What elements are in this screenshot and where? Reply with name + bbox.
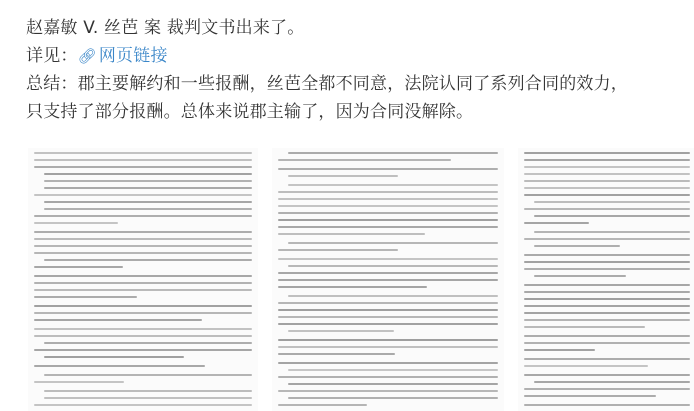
- document-text-line: [288, 152, 498, 154]
- document-text-line: [524, 159, 690, 161]
- document-text-line: [524, 152, 690, 154]
- document-text-line: [524, 319, 690, 321]
- document-text-line: [34, 194, 252, 196]
- document-text-line: [34, 305, 252, 307]
- document-text-line: [34, 349, 252, 351]
- document-text-line: [288, 330, 394, 332]
- document-text-line: [524, 388, 690, 390]
- document-text-line: [534, 215, 690, 217]
- document-text-line: [278, 212, 498, 214]
- document-text-line: [34, 404, 252, 406]
- document-text-line: [288, 383, 498, 385]
- document-text-line: [34, 215, 252, 217]
- document-text-line: [34, 319, 202, 321]
- document-text-line: [524, 187, 690, 189]
- web-link[interactable]: [78, 46, 168, 66]
- document-text-line: [524, 291, 690, 293]
- document-text-line: [278, 339, 498, 341]
- document-text-line: [524, 342, 690, 344]
- document-text-line: [34, 381, 124, 383]
- document-text-line: [44, 201, 252, 203]
- document-text-line: [534, 381, 690, 383]
- document-text-line: [44, 208, 252, 210]
- document-text-line: [278, 233, 425, 235]
- link-icon: 🔗︎: [77, 47, 97, 65]
- document-text-line: [34, 289, 252, 291]
- judgment-page-3[interactable]: [518, 148, 694, 411]
- document-text-line: [34, 275, 252, 277]
- document-text-line: [34, 312, 252, 314]
- document-text-line: [534, 275, 626, 277]
- document-text-line: [524, 194, 690, 196]
- document-text-line: [524, 298, 690, 300]
- document-text-line: [278, 205, 498, 207]
- document-text-line: [278, 219, 498, 221]
- document-text-line: [44, 187, 252, 189]
- document-text-line: [278, 272, 498, 274]
- document-text-line: [34, 335, 252, 337]
- document-text-line: [278, 390, 498, 392]
- document-text-line: [524, 254, 690, 256]
- document-text-line: [34, 252, 252, 254]
- document-text-line: [278, 302, 498, 304]
- detail-label: 详见：: [26, 46, 78, 66]
- document-text-line: [524, 173, 690, 175]
- document-text-line: [524, 166, 690, 168]
- document-text-line: [278, 168, 498, 170]
- document-text-line: [524, 326, 645, 328]
- document-text-line: [288, 242, 498, 244]
- judgment-page-1[interactable]: [28, 148, 258, 411]
- document-text-line: [278, 346, 498, 348]
- document-text-line: [278, 376, 498, 378]
- document-text-line: [534, 201, 690, 203]
- document-text-line: [278, 353, 395, 355]
- document-text-line: [278, 226, 498, 228]
- document-text-line: [278, 249, 398, 251]
- document-text-line: [524, 222, 589, 224]
- document-text-line: [278, 279, 498, 281]
- document-text-line: [34, 266, 123, 268]
- document-text-line: [534, 231, 690, 233]
- document-text-line: [524, 238, 690, 240]
- document-text-block: [272, 148, 504, 411]
- image-gallery: [28, 140, 694, 411]
- document-text-line: [44, 180, 252, 182]
- document-text-line: [34, 238, 252, 240]
- document-text-line: [278, 258, 498, 260]
- document-text-line: [524, 404, 690, 406]
- document-text-line: [524, 268, 690, 270]
- document-text-line: [288, 265, 498, 267]
- document-text-line: [34, 231, 252, 233]
- document-text-line: [278, 286, 427, 288]
- document-text-line: [34, 222, 118, 224]
- document-text-line: [524, 395, 656, 397]
- document-text-line: [288, 184, 498, 186]
- document-text-line: [44, 374, 252, 376]
- document-text-line: [524, 305, 690, 307]
- document-text-line: [288, 295, 498, 297]
- document-text-line: [44, 356, 184, 358]
- document-text-line: [278, 362, 498, 364]
- document-text-line: [288, 175, 398, 177]
- document-text-line: [34, 296, 137, 298]
- summary-line-2: 只支持了部分报酬。总体来说郡主输了，因为合同没解除。: [26, 102, 474, 122]
- summary-line-1: 总结：郡主要解约和一些报酬，丝芭全都不同意，法院认同了系列合同的效力，: [26, 74, 628, 94]
- document-text-line: [524, 208, 690, 210]
- document-text-line: [34, 166, 252, 168]
- document-text-line: [278, 309, 498, 311]
- document-text-block: [28, 148, 258, 411]
- document-text-line: [278, 191, 498, 193]
- document-text-line: [524, 284, 690, 286]
- document-text-line: [34, 328, 252, 330]
- detail-line: [26, 42, 686, 70]
- judgment-page-2[interactable]: [272, 148, 504, 411]
- document-text-line: [278, 198, 498, 200]
- document-text-line: [44, 342, 252, 344]
- document-text-line: [524, 261, 690, 263]
- document-text-line: [34, 365, 205, 367]
- document-text-line: [278, 323, 498, 325]
- document-text-line: [44, 259, 252, 261]
- document-text-block: [518, 148, 694, 411]
- document-text-line: [524, 358, 690, 360]
- document-text-line: [288, 397, 498, 399]
- document-text-line: [278, 316, 498, 318]
- document-text-line: [44, 173, 252, 175]
- document-text-line: [44, 390, 252, 392]
- post-title: 赵嘉敏 V. 丝芭 案 裁判文书出来了。: [26, 18, 305, 38]
- document-text-line: [34, 282, 252, 284]
- document-text-line: [278, 159, 451, 161]
- document-text-line: [34, 159, 252, 161]
- document-text-line: [524, 374, 690, 376]
- document-text-line: [524, 365, 648, 367]
- document-text-line: [288, 369, 498, 371]
- document-text-line: [34, 152, 252, 154]
- web-link-text: 网页链接: [98, 46, 168, 66]
- document-text-line: [524, 312, 690, 314]
- document-text-line: [524, 335, 690, 337]
- weibo-post: [26, 14, 686, 126]
- document-text-line: [524, 349, 595, 351]
- document-text-line: [524, 180, 690, 182]
- document-text-line: [278, 404, 367, 406]
- document-text-line: [44, 397, 252, 399]
- document-text-line: [534, 245, 620, 247]
- document-text-line: [34, 245, 252, 247]
